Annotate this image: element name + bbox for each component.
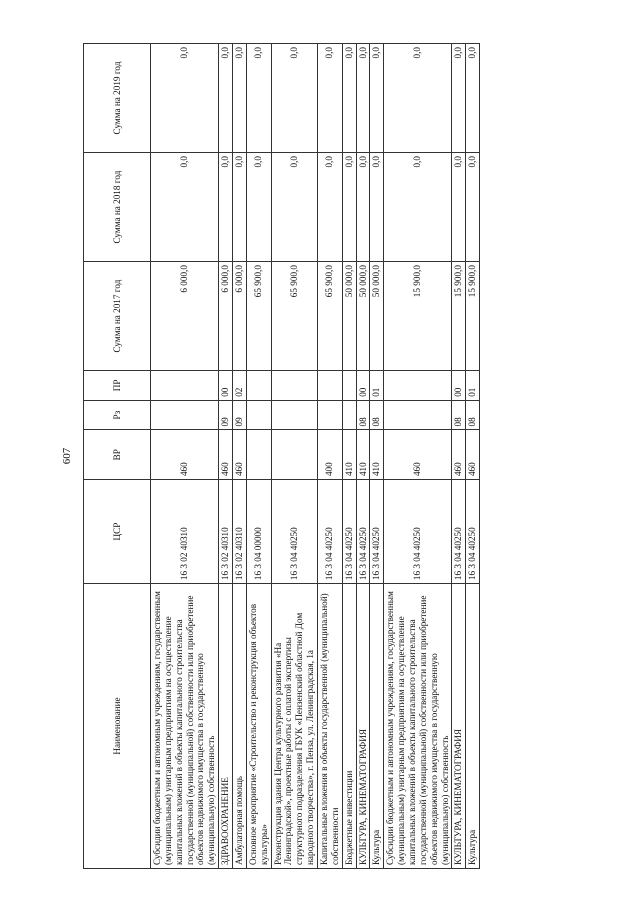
cell-name: КУЛЬТУРА, КИНЕМАТОГРАФИЯ bbox=[452, 584, 466, 869]
cell-sum-2017: 50 000,0 bbox=[342, 262, 356, 371]
cell-name: Культура bbox=[466, 584, 480, 869]
cell-csr: 16 3 04 40250 bbox=[466, 480, 480, 584]
cell-csr: 16 3 04 40250 bbox=[452, 480, 466, 584]
cell-name: КУЛЬТУРА, КИНЕМАТОГРАФИЯ bbox=[356, 584, 370, 869]
cell-sum-2019: 0,0 bbox=[466, 44, 480, 153]
cell-sum-2019: 0,0 bbox=[452, 44, 466, 153]
cell-sum-2018: 0,0 bbox=[318, 153, 343, 262]
cell-csr: 16 3 04 40250 bbox=[370, 480, 384, 584]
page-number: 607 bbox=[61, 447, 73, 465]
cell-csr: 16 3 04 40250 bbox=[342, 480, 356, 584]
table-row bbox=[219, 44, 233, 869]
table-row bbox=[151, 44, 219, 869]
cell-csr: 16 3 02 40310 bbox=[233, 480, 247, 584]
cell-sum-2017: 15 900,0 bbox=[466, 262, 480, 371]
cell-vr: 460 bbox=[384, 430, 452, 480]
table-row bbox=[384, 44, 452, 869]
cell-name: ЗДРАВООХРАНЕНИЕ bbox=[219, 584, 233, 869]
cell-sum-2019: 0,0 bbox=[342, 44, 356, 153]
cell-csr: 16 3 04 00000 bbox=[246, 480, 271, 584]
cell-vr bbox=[246, 430, 271, 480]
cell-vr: 400 bbox=[318, 430, 343, 480]
rotated-table-wrapper bbox=[83, 43, 549, 869]
cell-name: Основное мероприятие «Строительство и реконструкция объектов культуры» bbox=[246, 584, 271, 869]
cell-sum-2019: 0,0 bbox=[384, 44, 452, 153]
cell-sum-2018: 0,0 bbox=[356, 153, 370, 262]
cell-vr: 410 bbox=[342, 430, 356, 480]
cell-sum-2017: 6 000,0 bbox=[233, 262, 247, 371]
cell-csr: 16 3 02 40310 bbox=[151, 480, 219, 584]
cell-sum-2019: 0,0 bbox=[246, 44, 271, 153]
cell-pr bbox=[151, 371, 219, 401]
cell-rz: 08 bbox=[466, 400, 480, 430]
cell-sum-2017: 6 000,0 bbox=[219, 262, 233, 371]
cell-sum-2017: 65 900,0 bbox=[271, 262, 317, 371]
header-name: Наименование bbox=[84, 584, 151, 869]
cell-csr: 16 3 02 40310 bbox=[219, 480, 233, 584]
cell-pr bbox=[271, 371, 317, 401]
cell-vr: 460 bbox=[233, 430, 247, 480]
cell-rz: 08 bbox=[370, 400, 384, 430]
header-sum-2017: Сумма на 2017 год bbox=[84, 262, 151, 371]
header-rz: Рз bbox=[84, 400, 151, 430]
cell-vr: 460 bbox=[219, 430, 233, 480]
cell-pr bbox=[318, 371, 343, 401]
cell-rz bbox=[271, 400, 317, 430]
cell-vr: 410 bbox=[356, 430, 370, 480]
cell-rz: 08 bbox=[452, 400, 466, 430]
cell-name: Культура bbox=[370, 584, 384, 869]
budget-table bbox=[83, 43, 480, 869]
cell-sum-2018: 0,0 bbox=[384, 153, 452, 262]
cell-pr: 02 bbox=[233, 371, 247, 401]
table-row bbox=[318, 44, 343, 869]
cell-sum-2019: 0,0 bbox=[233, 44, 247, 153]
cell-pr: 00 bbox=[452, 371, 466, 401]
cell-rz: 08 bbox=[356, 400, 370, 430]
cell-name: Субсидии бюджетным и автономным учреждениям, государственным (муниципальным) унитарным предприятиям на осуществление капитальных вложений в объекты капитального строительства государственной (муниципальной) собственности или приобретение объектов недвижимого имущества в государственную (муниципальную) собственность bbox=[151, 584, 219, 869]
cell-pr bbox=[246, 371, 271, 401]
cell-rz: 09 bbox=[233, 400, 247, 430]
cell-sum-2019: 0,0 bbox=[318, 44, 343, 153]
table-row bbox=[466, 44, 480, 869]
cell-rz bbox=[151, 400, 219, 430]
cell-name: Амбулаторная помощь bbox=[233, 584, 247, 869]
cell-sum-2018: 0,0 bbox=[370, 153, 384, 262]
cell-sum-2018: 0,0 bbox=[233, 153, 247, 262]
cell-sum-2017: 15 900,0 bbox=[384, 262, 452, 371]
table-row bbox=[246, 44, 271, 869]
cell-sum-2017: 15 900,0 bbox=[452, 262, 466, 371]
header-sum-2019: Сумма на 2019 год bbox=[84, 44, 151, 153]
header-pr: ПР bbox=[84, 371, 151, 401]
cell-pr: 01 bbox=[370, 371, 384, 401]
cell-sum-2018: 0,0 bbox=[151, 153, 219, 262]
cell-sum-2017: 6 000,0 bbox=[151, 262, 219, 371]
cell-sum-2018: 0,0 bbox=[466, 153, 480, 262]
cell-sum-2018: 0,0 bbox=[271, 153, 317, 262]
cell-csr: 16 3 04 40250 bbox=[356, 480, 370, 584]
cell-sum-2019: 0,0 bbox=[271, 44, 317, 153]
cell-rz bbox=[246, 400, 271, 430]
cell-sum-2019: 0,0 bbox=[219, 44, 233, 153]
table-row bbox=[452, 44, 466, 869]
cell-vr: 410 bbox=[370, 430, 384, 480]
cell-rz: 09 bbox=[219, 400, 233, 430]
table-row bbox=[342, 44, 356, 869]
cell-vr bbox=[271, 430, 317, 480]
cell-pr: 00 bbox=[356, 371, 370, 401]
cell-sum-2019: 0,0 bbox=[151, 44, 219, 153]
cell-name: Субсидии бюджетным и автономным учреждениям, государственным (муниципальным) унитарным предприятиям на осуществление капитальных вложений в объекты капитального строительства государственной (муниципальной) собственности или приобретение объектов недвижимого имущества в государственную (муниципальную) собственность bbox=[384, 584, 452, 869]
cell-name: Реконструкция здания Центра культурного развития «На Ленинградской», проектные работы с оплатой экспертизы структурного подразделения ГБУК «Пензенский областной Дом народного творчества», г. Пенза, ул. Ленинградская, 1а bbox=[271, 584, 317, 869]
cell-vr: 460 bbox=[466, 430, 480, 480]
cell-sum-2018: 0,0 bbox=[219, 153, 233, 262]
table-row bbox=[370, 44, 384, 869]
cell-sum-2018: 0,0 bbox=[452, 153, 466, 262]
cell-rz bbox=[384, 400, 452, 430]
cell-csr: 16 3 04 40250 bbox=[318, 480, 343, 584]
cell-name: Бюджетные инвестиции bbox=[342, 584, 356, 869]
cell-sum-2017: 50 000,0 bbox=[356, 262, 370, 371]
cell-sum-2018: 0,0 bbox=[246, 153, 271, 262]
cell-sum-2017: 50 000,0 bbox=[370, 262, 384, 371]
cell-csr: 16 3 04 40250 bbox=[271, 480, 317, 584]
cell-rz bbox=[342, 400, 356, 430]
cell-sum-2017: 65 900,0 bbox=[318, 262, 343, 371]
cell-pr: 00 bbox=[219, 371, 233, 401]
table-row bbox=[356, 44, 370, 869]
cell-rz bbox=[318, 400, 343, 430]
cell-name: Капитальные вложения в объекты государственной (муниципальной) собственности bbox=[318, 584, 343, 869]
table-body bbox=[151, 44, 480, 869]
cell-vr: 460 bbox=[452, 430, 466, 480]
cell-csr: 16 3 04 40250 bbox=[384, 480, 452, 584]
cell-sum-2019: 0,0 bbox=[356, 44, 370, 153]
cell-pr bbox=[342, 371, 356, 401]
cell-pr bbox=[384, 371, 452, 401]
header-vr: ВР bbox=[84, 430, 151, 480]
cell-vr: 460 bbox=[151, 430, 219, 480]
table-row bbox=[233, 44, 247, 869]
table-header bbox=[84, 44, 151, 869]
cell-sum-2017: 65 900,0 bbox=[246, 262, 271, 371]
cell-sum-2018: 0,0 bbox=[342, 153, 356, 262]
header-sum-2018: Сумма на 2018 год bbox=[84, 153, 151, 262]
header-csr: ЦСР bbox=[84, 480, 151, 584]
cell-sum-2019: 0,0 bbox=[370, 44, 384, 153]
cell-pr: 01 bbox=[466, 371, 480, 401]
table-row bbox=[271, 44, 317, 869]
